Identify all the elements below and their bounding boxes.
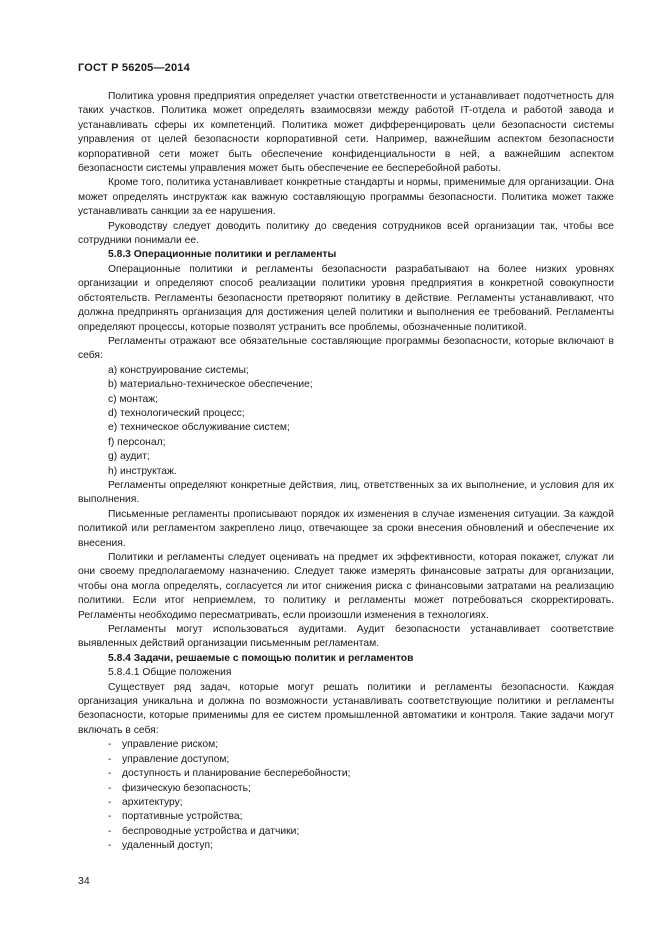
document-header: ГОСТ Р 56205—2014 (78, 62, 190, 74)
dash-list-text: доступность и планирование бесперебойности; (122, 768, 351, 780)
paragraph: Кроме того, политика устанавливает конкретные стандарты и нормы, применимые для организации. Она может определять инструктаж как важную составляющую программы безопасности. Политика может также устанавливать санкции за ее нарушения. (78, 177, 614, 218)
dash-list-item (78, 796, 614, 810)
dash-list-item (78, 782, 614, 796)
dash-list-item (78, 839, 614, 853)
dash-marker: - (108, 782, 112, 794)
paragraph: Существует ряд задач, которые могут решать политики и регламенты безопасности. Каждая организация уникальна и должна по возможности устанавливать соответствующие политики и регламенты безопасности, которые применимы для ее систем промышленной автоматики и контроля. Такие задачи могут включать в себя: (78, 681, 614, 736)
dash-marker: - (108, 739, 112, 751)
dash-marker: - (108, 840, 112, 852)
paragraph: Руководству следует доводить политику до сведения сотрудников всей организации так, чтобы все сотрудники понимали ее. (78, 220, 614, 247)
section-heading-5-8-3: 5.8.3 Операционные политики и регламенты (108, 249, 337, 261)
dash-list-item (78, 825, 614, 839)
page-number: 34 (78, 875, 90, 887)
dash-list-item (78, 753, 614, 767)
subsection-heading-5-8-4-1: 5.8.4.1 Общие положения (108, 667, 232, 679)
dash-list-text: портативные устройства; (122, 811, 243, 823)
dash-list-text: беспроводные устройства и датчики; (122, 825, 300, 837)
paragraph: Операционные политики и регламенты безопасности разрабатывают на более низких уровнях организации и определяют способ реализации политики уровня предприятия в конкретной совокупности обстоятельств. Регламенты безопасности претворяют политику в действие. Регламенты устанавливают, что должна предпринять организация для достижения целей политики и выполнения ее требований. Регламенты определяют процессы, которые позволят устранить все проблемы, обозначенные политикой. (78, 263, 614, 333)
dash-list-text: управление доступом; (122, 753, 230, 765)
dash-marker: - (108, 753, 112, 765)
dash-marker: - (108, 796, 112, 808)
dash-list-item (78, 810, 614, 824)
paragraph: Политика уровня предприятия определяет участки ответственности и устанавливает подотчетность для таких участков. Политика может определять взаимосвязи между работой IT-отдела и работой завода и устанавливать сферы их компетенций. Политика может дифференцировать цели безопасности системы управления от целей безопасности корпоративной сети. Например, важнейшим аспектом безопасности корпоративной сети может быть обеспечение конфиденциальности в ней, а важнейшим аспектом безопасности системы управления может быть обеспечение ее бесперебойной работы. (78, 91, 614, 175)
dash-list-text: архитектуру; (122, 796, 183, 808)
dash-marker: - (108, 825, 112, 837)
dash-list-text: удаленный доступ; (122, 840, 213, 852)
paragraph: Регламенты отражают все обязательные составляющие программы безопасности, которые включают в себя: (78, 335, 614, 362)
document-body (78, 90, 614, 854)
paragraph: Письменные регламенты прописывают порядок их изменения в случае изменения ситуации. За каждой политикой или регламентом закреплено лицо, отвечающее за сроки внесения обновлений и обеспечение их внесения. (78, 508, 614, 549)
list-item: a) конструирование системы; (108, 364, 249, 376)
list-item: c) монтаж; (108, 393, 159, 405)
dash-list-item (78, 767, 614, 781)
dash-list-text: управление риском; (122, 739, 219, 751)
section-heading-5-8-4: 5.8.4 Задачи, решаемые с помощью политик и регламентов (108, 652, 414, 664)
dash-marker: - (108, 768, 112, 780)
paragraph: Регламенты определяют конкретные действия, лиц, ответственных за их выполнение, и условия для их выполнения. (78, 479, 614, 506)
list-item: g) аудит; (108, 451, 150, 463)
dash-list-item (78, 738, 614, 752)
list-item: f) персонал; (108, 436, 166, 448)
list-item: h) инструктаж. (108, 465, 177, 477)
dash-list-text: физическую безопасность; (122, 782, 251, 794)
paragraph: Политики и регламенты следует оценивать на предмет их эффективности, которая покажет, служат ли они своему предполагаемому назначению. Следует также измерять финансовые затраты для организации, чтобы она могла определять, согласуется ли итог снижения риска с финансовыми затратами на реализацию политики. Если итог неприемлем, то политику и регламенты может потребоваться скорректировать. Регламенты необходимо пересматривать, если произошли изменения в технологиях. (78, 552, 614, 621)
paragraph: Регламенты могут использоваться аудитами. Аудит безопасности устанавливает соответствие выявленных действий организации письменным регламентам. (78, 624, 614, 650)
dash-marker: - (108, 811, 112, 823)
list-item: d) технологический процесс; (108, 407, 245, 419)
list-item: b) материально-техническое обеспечение; (108, 379, 313, 391)
list-item: e) техническое обслуживание систем; (108, 422, 290, 434)
